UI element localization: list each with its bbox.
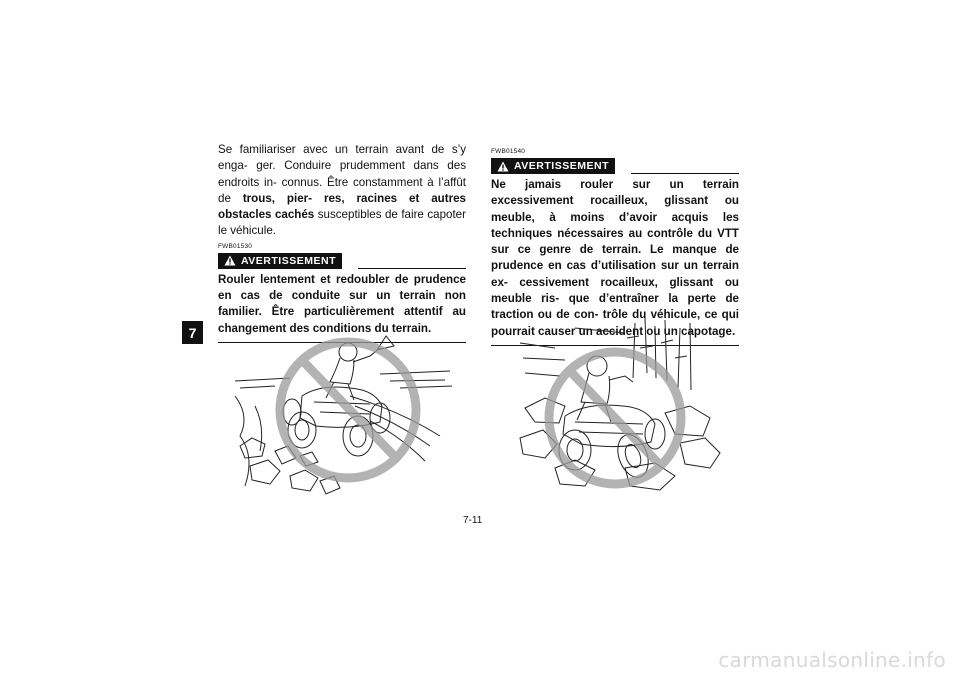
atv-rocky-terrain-illustration	[515, 318, 725, 493]
watermark: carmanualsonline.info	[718, 648, 946, 672]
warning-header	[491, 158, 739, 174]
warning-rule	[631, 158, 739, 174]
warning-rule	[358, 253, 466, 269]
warning-triangle-icon	[497, 161, 509, 172]
warning-badge	[218, 253, 342, 269]
warning-code: FWB01530	[218, 242, 253, 250]
intro-bold-text: trous, pier- res, racines et autres obstacles cachés	[218, 191, 467, 222]
warning-label: AVERTISSEMENT	[241, 254, 336, 267]
left-column	[218, 142, 466, 343]
warning-code: FWB01540	[491, 148, 526, 155]
chapter-tab: 7	[182, 321, 203, 344]
intro-paragraph	[218, 142, 466, 240]
intro-text-2: susceptibles de faire capoter le véhicule.	[218, 208, 466, 238]
warning-header	[218, 253, 466, 269]
warning-label: AVERTISSEMENT	[514, 160, 609, 172]
warning-triangle-icon	[224, 255, 236, 266]
warning-text: Ne jamais rouler sur un terrain excessivement rocailleux, glissant ou meuble, à moins d’avoir acquis les techniques nécessaires au contrôle du VTT sur ce genre de terrain. Le manque de prudence en cas d’utilisation sur un terrain ex- cessivement rocailleux, glissant ou meuble ris- que d’entraîner la perte de traction ou de con- trôle du véhicule, ce qui pourrait causer un accident ou un capotage.	[491, 177, 739, 346]
warning-badge	[491, 158, 615, 174]
warning-text: Rouler lentement et redoubler de prudence en cas de conduite sur un terrain non familier. Être particulièrement attentif au changement des conditions du terrain.	[218, 272, 466, 343]
right-column	[491, 145, 739, 346]
intro-text-1: Se familiariser avec un terrain avant de s’y enga- ger. Conduire prudemment dans des endroits in- connus. Être constamment à l’affût de	[218, 143, 466, 205]
page-number: 7-11	[463, 515, 483, 526]
atv-unfamiliar-terrain-illustration	[230, 326, 455, 496]
